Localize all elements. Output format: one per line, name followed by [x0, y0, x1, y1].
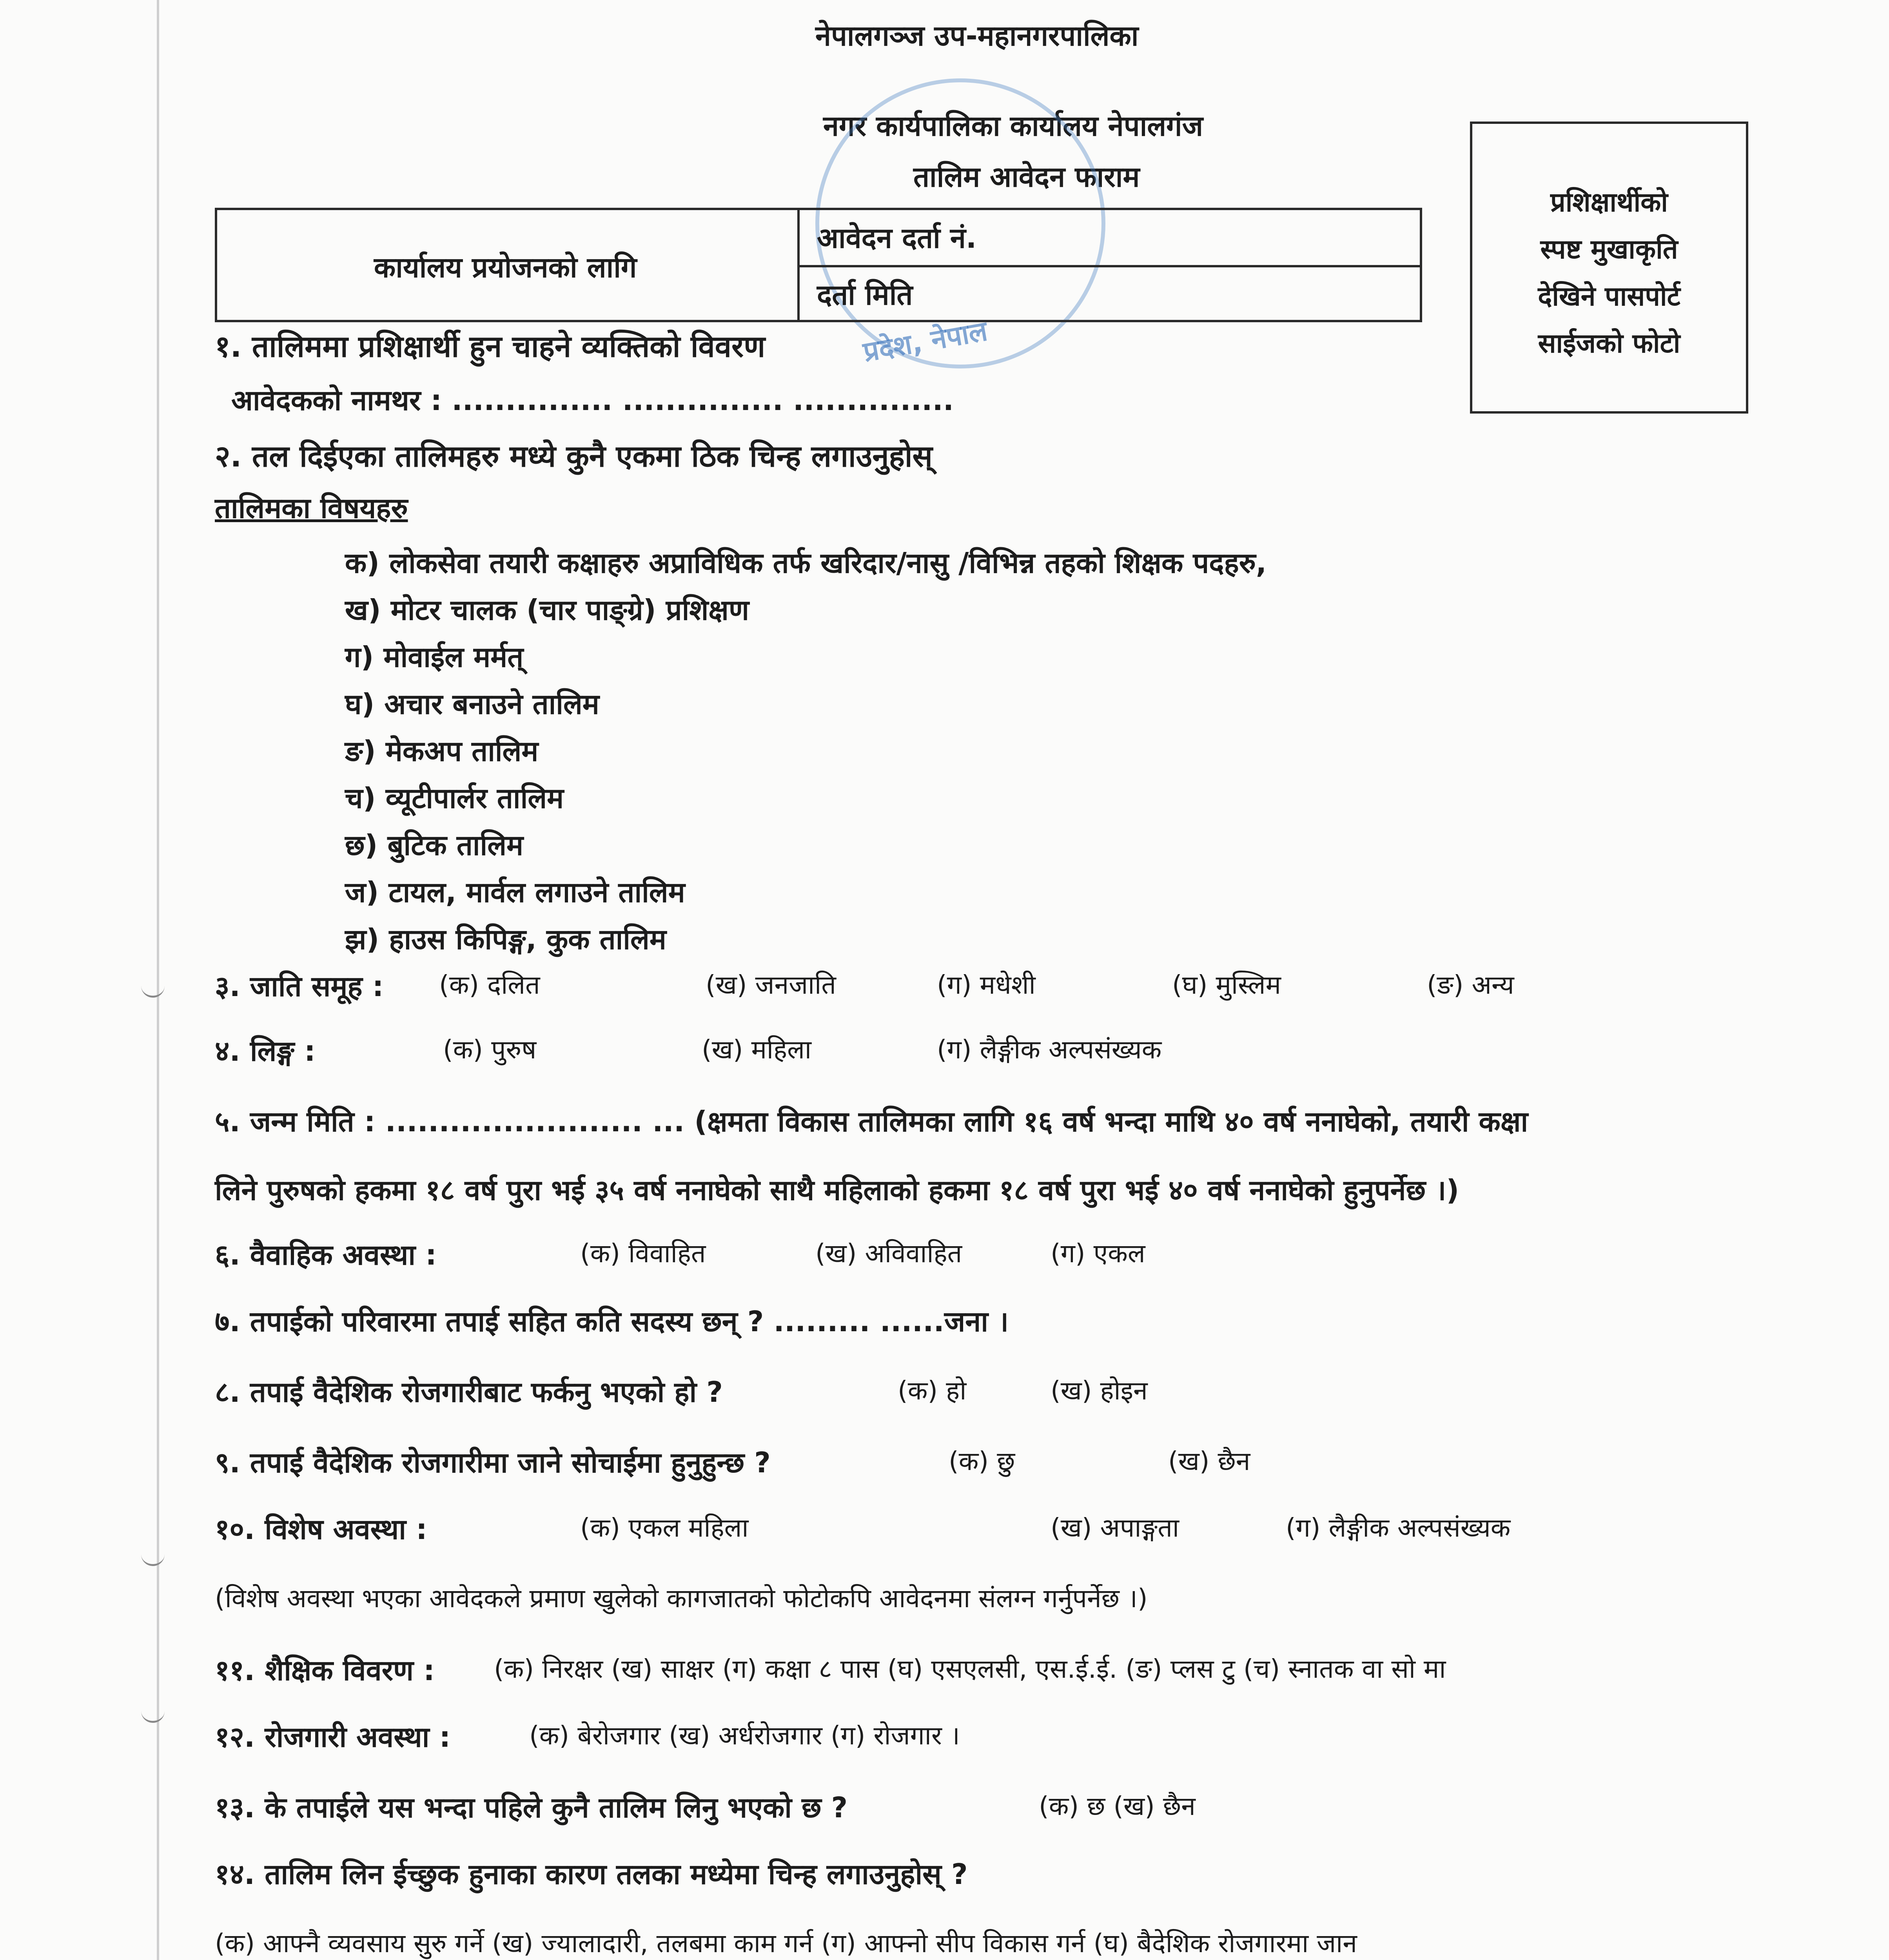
registration-number-field[interactable]: आवेदन दर्ता नं. [817, 221, 977, 254]
training-subjects-heading: तालिमका विषयहरु [215, 492, 408, 524]
q4-label: ४. लिङ्ग : [215, 1034, 316, 1067]
special-status-option[interactable]: (ख) अपाङ्गता [1051, 1513, 1179, 1543]
q2-title: २. तल दिईएका तालिमहरु मध्ये कुनै एकमा ठिक चिन्ह लगाउनुहोस् [215, 439, 933, 474]
binding-mark [141, 1709, 165, 1723]
special-status-option[interactable]: (क) एकल महिला [580, 1513, 749, 1543]
photo-box-line: देखिने पासपोर्ट [1538, 281, 1680, 312]
training-option[interactable]: ख) मोटर चालक (चार पाङ्ग्रे) प्रशिक्षण [345, 593, 749, 626]
marital-option[interactable]: (क) विवाहित [580, 1238, 706, 1269]
foreign-job-option[interactable]: (ख) छैन [1168, 1446, 1250, 1476]
caste-option[interactable]: (क) दलित [439, 970, 540, 1000]
form-title: तालिम आवेदन फाराम [913, 160, 1140, 193]
training-option[interactable]: च) व्यूटीपार्लर तालिम [345, 782, 564, 815]
q10-label: १०. विशेष अवस्था : [215, 1513, 427, 1546]
binding-mark [141, 1552, 165, 1566]
caste-option[interactable]: (ग) मधेशी [937, 970, 1036, 1000]
training-option[interactable]: झ) हाउस किपिङ्ग, कुक तालिम [345, 923, 666, 956]
returnee-option[interactable]: (ख) होइन [1051, 1376, 1148, 1406]
special-status-note: (विशेष अवस्था भएका आवेदकले प्रमाण खुलेको कागजातको फोटोकपि आवेदनमा संलग्न गर्नुपर्नेछ ।) [215, 1583, 1148, 1613]
previous-training-options[interactable]: (क) छ (ख) छैन [1039, 1791, 1196, 1821]
q6-label: ६. वैवाहिक अवस्था : [215, 1238, 437, 1271]
gender-option[interactable]: (ख) महिला [702, 1034, 811, 1065]
training-option[interactable]: क) लोकसेवा तयारी कक्षाहरु अप्राविधिक तर्फ खरिदार/नासु /विभिन्न तहको शिक्षक पदहरु, [345, 546, 1267, 579]
q5-age-note: लिने पुरुषको हकमा १८ वर्ष पुरा भई ३५ वर्ष ननाघेको साथै महिलाको हकमा १८ वर्ष पुरा भई ४० वर्ष ननाघेको हुनुपर्नेछ ।) [215, 1174, 1459, 1207]
q13-label: १३. के तपाईले यस भन्दा पहिले कुनै तालिम लिनु भएको छ ? [215, 1791, 848, 1824]
municipality-name: नेपालगञ्ज उप-महानगरपालिका [815, 19, 1139, 52]
binding-mark [141, 984, 165, 998]
q12-label: १२. रोजगारी अवस्था : [215, 1720, 451, 1753]
employment-options[interactable]: (क) बेरोजगार (ख) अर्धरोजगार (ग) रोजगार । [529, 1720, 960, 1751]
office-stamp-text: प्रदेश, नेपाल [860, 314, 990, 368]
q9-label: ९. तपाई वैदेशिक रोजगारीमा जाने सोचाईमा हुनुहुन्छ ? [215, 1446, 771, 1479]
training-option[interactable]: ज) टायल, मार्वल लगाउने तालिम [345, 876, 685, 909]
caste-option[interactable]: (ख) जनजाति [706, 970, 836, 1000]
family-members-field[interactable]: ७. तपाईको परिवारमा तपाई सहित कति सदस्य छन् ? ......... ......जना । [215, 1305, 1009, 1338]
table-divider [797, 265, 1422, 267]
training-option[interactable]: छ) बुटिक तालिम [345, 829, 524, 862]
photo-box-line: प्रशिक्षार्थीको [1550, 187, 1668, 218]
q11-label: ११. शैक्षिक विवरण : [215, 1654, 435, 1687]
training-option[interactable]: ग) मोवाईल मर्मत् [345, 641, 524, 673]
training-reason-options[interactable]: (क) आफ्नै व्यवसाय सुरु गर्ने (ख) ज्यालादारी, तलबमा काम गर्न (ग) आफ्नो सीप विकास गर्न (घ) बैदेशिक रोजगारमा जान [215, 1928, 1357, 1958]
office-use-label: कार्यालय प्रयोजनको लागि [374, 251, 637, 284]
passport-photo-box [1470, 122, 1748, 414]
marital-option[interactable]: (ग) एकल [1051, 1238, 1145, 1269]
training-option[interactable]: ङ) मेकअप तालिम [345, 735, 539, 768]
photo-box-line: स्पष्ट मुखाकृति [1540, 234, 1678, 265]
special-status-option[interactable]: (ग) लैङ्गीक अल्पसंख्यक [1286, 1513, 1511, 1543]
q1-title: १. तालिममा प्रशिक्षार्थी हुन चाहने व्यक्तिको विवरण [215, 329, 766, 364]
training-option[interactable]: घ) अचार बनाउने तालिम [345, 688, 599, 720]
gender-option[interactable]: (ग) लैङ्गीक अल्पसंख्यक [937, 1034, 1162, 1065]
office-name: नगर कार्यपालिका कार्यालय नेपालगंज [823, 109, 1203, 142]
q5-dob-line[interactable]: ५. जन्म मिति : ........................ ... (क्षमता विकास तालिमका लागि १६ वर्ष भन्दा माथि ४० वर्ष ननाघेको, तयारी कक्षा [215, 1105, 1528, 1138]
foreign-job-option[interactable]: (क) छु [949, 1446, 1015, 1476]
marital-option[interactable]: (ख) अविवाहित [815, 1238, 962, 1269]
caste-option[interactable]: (ङ) अन्य [1427, 970, 1514, 1000]
caste-option[interactable]: (घ) मुस्लिम [1172, 970, 1281, 1000]
scan-edge-line [157, 0, 159, 1960]
gender-option[interactable]: (क) पुरुष [443, 1034, 537, 1065]
education-options[interactable]: (क) निरक्षर (ख) साक्षर (ग) कक्षा ८ पास (घ) एसएलसी, एस.ई.ई. (ङ) प्लस टु (च) स्नातक वा सो मा [494, 1654, 1446, 1684]
q8-label: ८. तपाई वैदेशिक रोजगारीबाट फर्कनु भएको हो ? [215, 1376, 723, 1408]
q14-label: १४. तालिम लिन ईच्छुक हुनाका कारण तलका मध्येमा चिन्ह लगाउनुहोस् ? [215, 1858, 968, 1891]
office-use-table [215, 208, 1422, 322]
q3-label: ३. जाति समूह : [215, 970, 384, 1003]
returnee-option[interactable]: (क) हो [898, 1376, 967, 1406]
registration-date-field[interactable]: दर्ता मिति [817, 278, 913, 311]
photo-box-line: साईजको फोटो [1538, 328, 1680, 359]
applicant-name-field[interactable]: आवेदकको नामथर : ............... ............... ............... [231, 384, 954, 417]
